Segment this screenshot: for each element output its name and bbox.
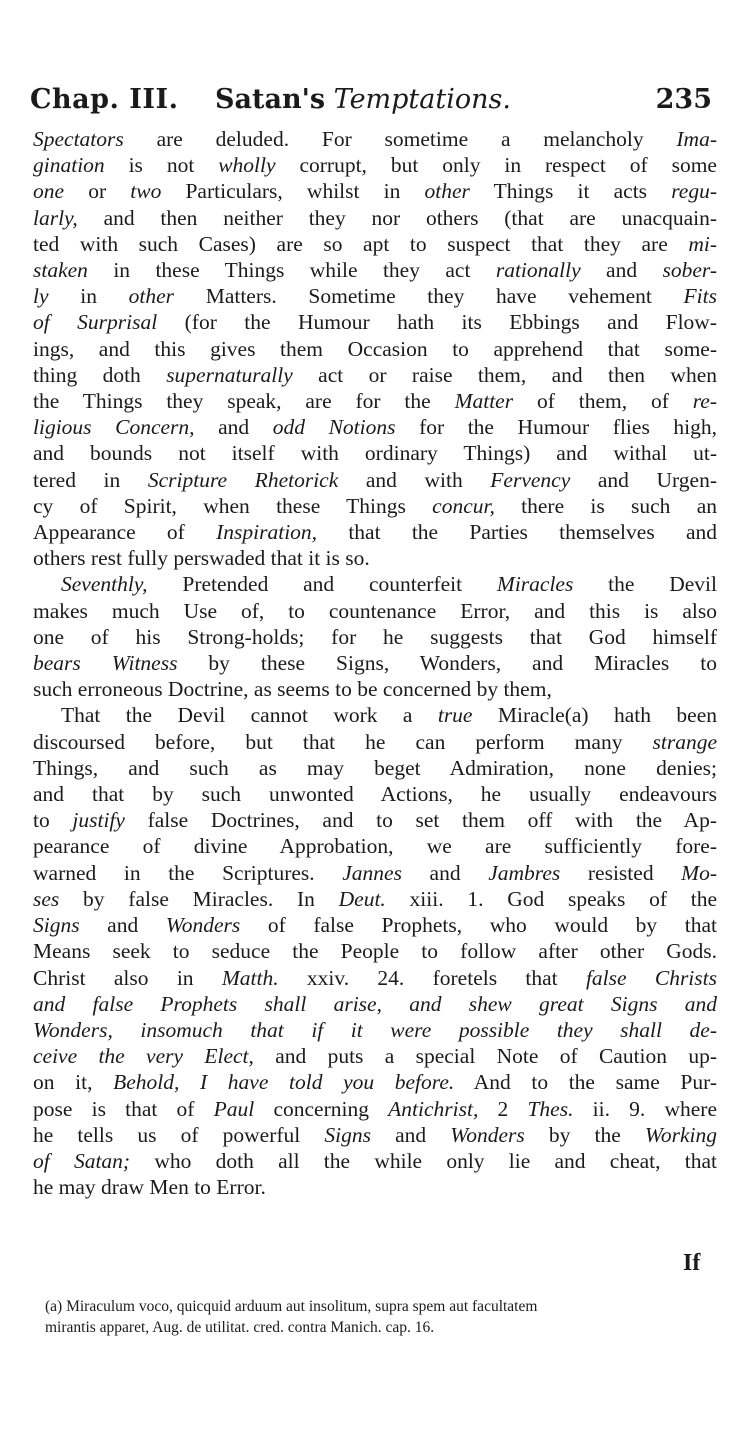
text-line	[33, 440, 717, 466]
italic-text: Wonders	[450, 1122, 525, 1147]
text-run: others rest fully perswaded that it is so.	[33, 546, 370, 571]
text-run: and then neither they nor others (that are unacquain-	[77, 205, 717, 230]
body-text	[33, 126, 717, 1200]
footnote-line	[45, 1317, 715, 1338]
text-run: thing doth	[33, 362, 167, 387]
text-run: warned in the Scriptures.	[33, 860, 343, 885]
text-run: Things it acts	[469, 179, 672, 204]
text-run: cy of Spirit, when these Things	[33, 493, 433, 518]
text-line	[33, 152, 717, 178]
text-run: mirantis apparet,	[45, 1319, 153, 1336]
italic-text: Wonders	[165, 913, 241, 938]
italic-text: Behold, I have told you before.	[113, 1070, 455, 1095]
text-line	[33, 283, 717, 309]
text-run: That the Devil cannot work a	[61, 703, 438, 728]
text-line	[33, 336, 717, 362]
text-run: and bounds not itself with ordinary Things) and withal ut-	[33, 441, 717, 466]
text-line	[33, 178, 717, 204]
footnote	[45, 1296, 715, 1338]
text-run: of false Prophets, who would by that	[240, 913, 718, 938]
text-run: and with	[338, 467, 491, 492]
running-title	[215, 84, 511, 115]
text-run: makes much Use of, to countenance Error, and this is also	[33, 598, 717, 623]
chapter-label: Chap. III.	[30, 84, 179, 115]
italic-text: Miracles	[496, 572, 574, 597]
italic-text: Deut.	[338, 886, 386, 911]
text-run: xxiv. 24. foretels that	[278, 965, 586, 990]
text-run: and	[194, 415, 273, 440]
text-run: such erroneous Doctrine, as seems to be concerned by them,	[33, 677, 552, 702]
text-run: Miracle(a) hath been	[472, 703, 717, 728]
italic-text: re-	[692, 389, 718, 414]
italic-text: Aug. de utilitat. cred. contra Manich.	[152, 1319, 382, 1336]
page-number: 235	[655, 84, 712, 115]
text-run: and puts a special Note of Caution up-	[253, 1044, 717, 1069]
italic-text: Fits	[683, 284, 717, 309]
italic-text: Signs	[324, 1122, 371, 1147]
text-line	[33, 912, 717, 938]
text-run: discoursed before, but that he can perform many	[33, 729, 653, 754]
italic-text: of Satan;	[33, 1148, 131, 1173]
text-line	[33, 729, 717, 755]
running-header	[30, 84, 712, 124]
text-run: are deluded. For sometime a melancholy	[123, 127, 677, 151]
text-run: there is such an	[494, 493, 718, 518]
italic-text: Ima-	[676, 127, 717, 151]
text-run: concerning	[254, 1096, 389, 1121]
text-line	[33, 938, 717, 964]
text-line	[33, 257, 717, 283]
text-line	[33, 650, 717, 676]
text-run: xiii. 1. God speaks of the	[385, 886, 717, 911]
italic-text: Signs	[33, 913, 80, 938]
running-title-italic: Temptations.	[333, 84, 511, 115]
italic-text: ses	[33, 886, 60, 911]
text-run: and	[401, 860, 489, 885]
text-line	[33, 1148, 717, 1174]
italic-text: regu-	[671, 179, 717, 204]
text-line	[33, 1096, 717, 1122]
text-line	[33, 309, 717, 335]
text-run: and	[580, 258, 663, 283]
text-run: the Things they speak, are for the	[33, 389, 455, 414]
italic-text: staken	[33, 258, 88, 283]
italic-text: mi-	[688, 231, 717, 256]
italic-text: ligious Concern,	[33, 415, 195, 440]
italic-text: Antichrist,	[388, 1096, 479, 1121]
italic-text: Scripture Rhetorick	[147, 467, 339, 492]
text-run: (for the Humour hath its Ebbings and Flow-	[157, 310, 717, 335]
text-run: and	[371, 1122, 451, 1147]
text-line	[33, 205, 717, 231]
italic-text: true	[437, 703, 473, 728]
italic-text: concur,	[432, 493, 495, 518]
text-line	[33, 1017, 717, 1043]
italic-text: false Christs	[585, 965, 717, 990]
text-run: false Doctrines, and to set them off with the Ap-	[124, 808, 717, 833]
text-run: Appearance of	[33, 520, 217, 545]
text-run: who doth all the while only lie and cheat, that	[130, 1148, 718, 1173]
italic-text: Mo-	[681, 860, 717, 885]
text-line	[33, 1043, 717, 1069]
italic-text: Wonders, insomuch that if it were possible they shall de-	[33, 1017, 717, 1042]
text-line	[33, 598, 717, 624]
text-line	[33, 860, 717, 886]
text-run: pearance of divine Approbation, we are sufficiently fore-	[33, 834, 717, 859]
italic-text: of Surprisal	[33, 310, 158, 335]
italic-text: larly,	[33, 205, 78, 230]
text-line	[33, 1174, 717, 1200]
text-line	[33, 1069, 717, 1095]
text-line	[33, 231, 717, 257]
text-run: he tells us of powerful	[33, 1122, 325, 1147]
text-run: And to the same Pur-	[454, 1070, 717, 1095]
text-run: ted with such Cases) are so apt to suspect that they are	[33, 231, 689, 256]
text-run: by these Signs, Wonders, and Miracles to	[177, 651, 717, 676]
text-line	[33, 991, 717, 1017]
text-run: in these Things while they act	[87, 258, 496, 283]
text-run: and Urgen-	[570, 467, 717, 492]
text-line	[33, 519, 717, 545]
footnote-line	[45, 1296, 715, 1317]
text-run: of them, of	[513, 389, 693, 414]
italic-text: Matter	[454, 389, 514, 414]
text-line	[33, 755, 717, 781]
italic-text: and false Prophets shall arise, and shew great Signs and	[33, 991, 717, 1016]
italic-text: gination	[33, 153, 105, 178]
italic-text: other	[424, 179, 470, 204]
italic-text: Fervency	[490, 467, 571, 492]
text-run: that the Parties themselves and	[317, 520, 717, 545]
italic-text: bears Witness	[33, 651, 178, 676]
text-run: Means seek to seduce the People to follow after other Gods.	[33, 939, 717, 964]
text-run: ii. 9. where	[573, 1096, 717, 1121]
italic-text: Working	[644, 1122, 717, 1147]
text-run: Things, and such as may beget Admiration, none denies;	[33, 755, 717, 780]
italic-text: Jambres	[488, 860, 561, 885]
italic-text: wholly	[218, 153, 276, 178]
italic-text: ly	[33, 284, 49, 309]
text-run: pose is that of	[33, 1096, 214, 1121]
text-line	[33, 781, 717, 807]
italic-text: Jannes	[342, 860, 402, 885]
text-line	[33, 965, 717, 991]
text-line	[33, 676, 717, 702]
text-run: on it,	[33, 1070, 114, 1095]
text-line	[33, 388, 717, 414]
text-line	[33, 624, 717, 650]
italic-text: other	[128, 284, 175, 309]
text-run: and that by such unwonted Actions, he usually endeavours	[33, 782, 717, 807]
text-line	[33, 807, 717, 833]
text-run: Christ also in	[33, 965, 222, 990]
text-run: tered in	[33, 467, 148, 492]
italic-text: supernaturally	[166, 362, 293, 387]
text-run: (a) Miraculum voco, quicquid arduum aut insolitum, supra spem aut facultatem	[45, 1298, 538, 1315]
text-run: ings, and this gives them Occasion to apprehend that some-	[33, 336, 717, 361]
catchword: If	[683, 1250, 701, 1276]
text-run: cap. 16.	[381, 1319, 435, 1336]
italic-text: ceive the very Elect,	[33, 1044, 254, 1069]
text-run: by the	[524, 1122, 645, 1147]
italic-text: Spectators	[33, 127, 124, 151]
text-line	[33, 362, 717, 388]
text-run: or	[64, 179, 131, 204]
text-run: resisted	[560, 860, 682, 885]
italic-text: two	[130, 179, 162, 204]
text-line	[33, 545, 717, 571]
text-run: is not	[104, 153, 219, 178]
text-line	[33, 493, 717, 519]
text-run: in	[48, 284, 129, 309]
text-run: act or raise them, and then when	[292, 362, 718, 387]
italic-text: strange	[652, 729, 717, 754]
text-run: by false Miracles. In	[59, 886, 339, 911]
italic-text: justify	[72, 808, 125, 833]
text-run: he may draw Men to Error.	[33, 1175, 266, 1200]
italic-text: Thes.	[527, 1096, 574, 1121]
text-run: to	[33, 808, 73, 833]
italic-text: rationally	[495, 258, 581, 283]
italic-text: sober-	[662, 258, 718, 283]
text-line	[33, 126, 717, 152]
text-run: Pretended and counterfeit	[147, 572, 497, 597]
text-run: for the Humour flies high,	[395, 415, 717, 440]
text-run: and	[79, 913, 166, 938]
running-title-blackletter: Satan's	[215, 84, 326, 115]
italic-text: Matth.	[221, 965, 279, 990]
text-line	[33, 1122, 717, 1148]
text-line	[33, 833, 717, 859]
italic-text: Paul	[213, 1096, 255, 1121]
text-run: the Devil	[573, 572, 717, 597]
italic-text: Seventhly,	[61, 572, 148, 597]
text-line	[33, 467, 717, 493]
text-line	[33, 571, 717, 597]
italic-text: odd Notions	[272, 415, 396, 440]
italic-text: one	[33, 179, 65, 204]
text-line	[33, 702, 717, 728]
text-run: corrupt, but only in respect of some	[275, 153, 717, 178]
text-run: Matters. Sometime they have vehement	[174, 284, 684, 309]
text-run: 2	[478, 1096, 528, 1121]
text-run: Particulars, whilst in	[161, 179, 425, 204]
text-run: one of his Strong-holds; for he suggests that God himself	[33, 624, 717, 649]
text-line	[33, 414, 717, 440]
italic-text: Inspiration,	[216, 520, 318, 545]
text-line	[33, 886, 717, 912]
